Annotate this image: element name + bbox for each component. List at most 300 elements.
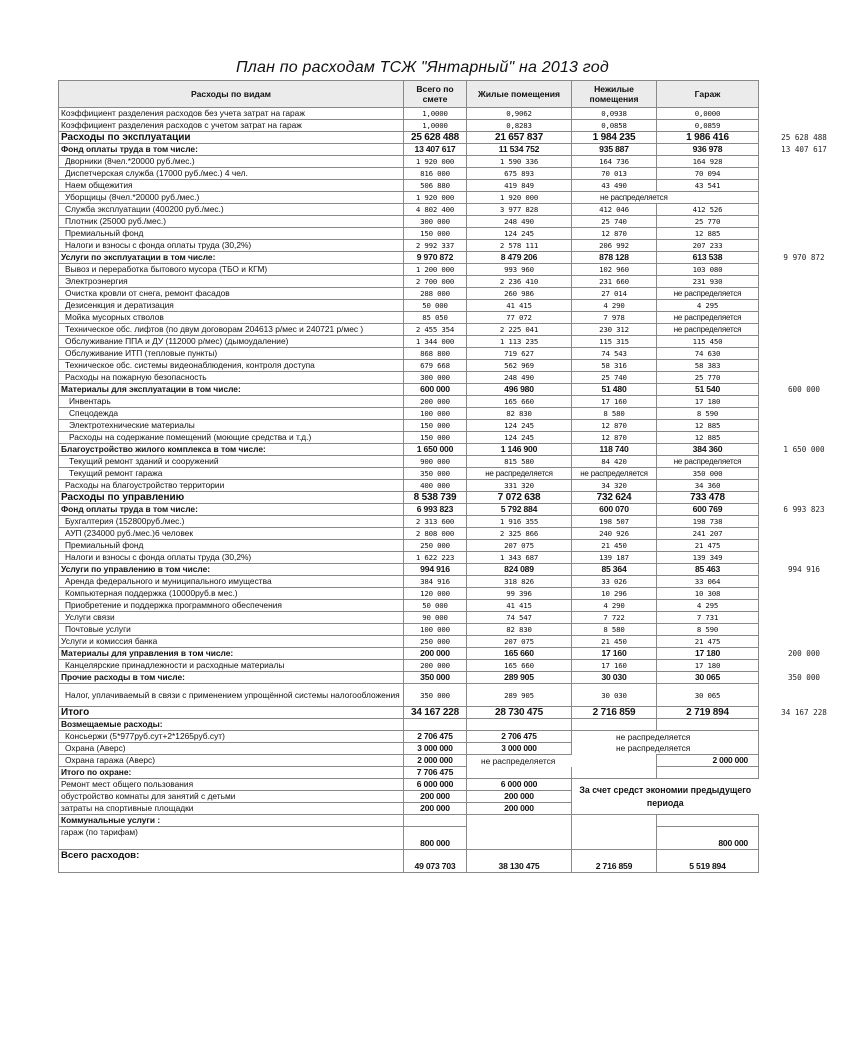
cell-living: 1 113 235 [467,336,572,348]
cell-garage: 51 540 [657,384,759,396]
cell-total: 100 000 [404,408,467,420]
table-row [59,264,759,276]
cell-total: 350 000 [404,672,467,684]
cell-total: 1,0000 [404,120,467,132]
cell-total: 250 000 [404,636,467,648]
cell-nonliving: 7 978 [572,312,657,324]
cell-total: 4 802 400 [404,204,467,216]
cell-nonliving: 115 315 [572,336,657,348]
cell-nonliving: 12 870 [572,432,657,444]
cell-total: 34 167 228 [404,707,467,719]
cell-garage: 2 000 000 [657,755,759,767]
table-row [59,516,759,528]
row-name: Спецодежда [59,408,404,420]
cell-garage: 600 769 [657,504,759,516]
cell-total: 150 000 [404,228,467,240]
cell-living: 2 706 475 [467,731,572,743]
cell-nonliving: 0,0938 [572,108,657,120]
concierge-row [59,731,759,743]
row-name: Премиальный фонд [59,540,404,552]
cell-living: 200 000 [467,791,572,803]
cell-nonliving: 8 580 [572,624,657,636]
row-name: Инвентарь [59,396,404,408]
cell-total: 90 000 [404,612,467,624]
row-name: Итого [59,707,404,719]
cell-nonliving: не распределяется [572,468,657,480]
row-name: АУП (234000 руб./мес.)6 человек [59,528,404,540]
cell-garage: 733 478 [657,492,759,504]
cell-total: 250 000 [404,540,467,552]
table-row [59,564,759,576]
table-row [59,408,759,420]
row-name: Фонд оплаты труда в том числе: [59,504,404,516]
cell-total: 200 000 [404,396,467,408]
cell-nonliving: 198 507 [572,516,657,528]
table-row [59,432,759,444]
cell-garage: 8 590 [657,408,759,420]
cell-garage: 33 064 [657,576,759,588]
reimb-header-row [59,719,759,731]
cell-total: 2 808 000 [404,528,467,540]
table-row [59,156,759,168]
table-row [59,144,759,156]
table-row [59,420,759,432]
cell-living: 0,8283 [467,120,572,132]
cell-garage: 1 986 416 [657,132,759,144]
cell-living: 77 072 [467,312,572,324]
cell-total: 1 622 223 [404,552,467,564]
cell-total: 2 313 600 [404,516,467,528]
table-row [59,612,759,624]
cell-nonliving: 17 160 [572,660,657,672]
cell-nonliving: 2 716 859 [572,850,657,873]
cell-nonliving: 4 290 [572,300,657,312]
cell-total: 6 000 000 [404,779,467,791]
cell-not-distributed: не распределяется [467,755,657,767]
cell-garage: не распределяется [657,288,759,300]
table-row [59,528,759,540]
cell-living: 1 916 355 [467,516,572,528]
cell-garage: 12 885 [657,432,759,444]
table-row [59,600,759,612]
cell-total: 800 000 [404,827,467,850]
cell-garage: не распределяется [657,456,759,468]
cell-total: 868 800 [404,348,467,360]
cell-living: 248 490 [467,216,572,228]
cell-living: 165 660 [467,396,572,408]
cell-nonliving: 10 296 [572,588,657,600]
table-row [59,276,759,288]
funding-note: За счет средст экономии предыдущего периода [572,779,759,815]
row-name: Консьержи (5*977руб.сут+2*1265руб.сут) [59,731,404,743]
cell-garage: 350 000 [657,468,759,480]
table-row [59,336,759,348]
cell-nonliving: 4 290 [572,600,657,612]
cell-garage: 30 065 [657,684,759,707]
table-row [59,660,759,672]
cell-garage: 58 383 [657,360,759,372]
table-row [59,108,759,120]
cell-garage: 241 207 [657,528,759,540]
cell-nonliving: 74 543 [572,348,657,360]
table-row [59,636,759,648]
row-name: Благоустройство жилого комплекса в том числе: [59,444,404,456]
row-name: Материалы для эксплуатации в том числе: [59,384,404,396]
cell-garage: 8 590 [657,624,759,636]
cell-nonliving: 85 364 [572,564,657,576]
cell-nonliving: 231 660 [572,276,657,288]
cell-living: 3 000 000 [467,743,572,755]
header-nonliving: Нежилые помещения [572,81,657,108]
cell-garage: 12 885 [657,420,759,432]
cell-living: 5 792 884 [467,504,572,516]
row-name: Электротехнические материалы [59,420,404,432]
cell-living: 2 236 410 [467,276,572,288]
cell-total: 49 073 703 [404,850,467,873]
cell-total: 150 000 [404,420,467,432]
header-name: Расходы по видам [59,81,404,108]
row-name: Услуги связи [59,612,404,624]
cell-nonliving: 17 160 [572,396,657,408]
cell-total: 50 000 [404,600,467,612]
cell-total: 288 000 [404,288,467,300]
row-name: Текущий ремонт гаража [59,468,404,480]
cell-garage: 34 360 [657,480,759,492]
table-row [59,384,759,396]
cell-total: 50 000 [404,300,467,312]
cell-living: 8 479 206 [467,252,572,264]
table-row [59,552,759,564]
cell-living: 82 830 [467,408,572,420]
cell-garage: 21 475 [657,636,759,648]
row-name: Бухгалтерия (152800руб./мес.) [59,516,404,528]
cell-total: 300 000 [404,216,467,228]
security-row [59,743,759,755]
cell-total: 6 993 823 [404,504,467,516]
row-name: Почтовые услуги [59,624,404,636]
row-name: Расходы на пожарную безопасность [59,372,404,384]
cell-nonliving: 30 030 [572,684,657,707]
cell-total: 1 920 000 [404,156,467,168]
cell-total: 2 455 354 [404,324,467,336]
row-name: Охрана гаража (Аверс) [59,755,404,767]
cell-nonliving: 240 926 [572,528,657,540]
side-note: 25 628 488 [781,132,827,142]
cell-living: 74 547 [467,612,572,624]
cell-nonliving: 7 722 [572,612,657,624]
row-name: Диспетчерская служба (17000 руб./мес.) 4 чел. [59,168,404,180]
cell-nonliving: 34 320 [572,480,657,492]
cell-nonliving: 27 014 [572,288,657,300]
cell-total: 25 628 488 [404,132,467,144]
row-name: Фонд оплаты труда в том числе: [59,144,404,156]
cell-living: 165 660 [467,660,572,672]
side-note: 9 970 872 [783,252,825,262]
expense-table [58,80,759,873]
cell-living: 38 130 475 [467,850,572,873]
cell-living: 200 000 [467,803,572,815]
table-row [59,707,759,719]
cell-nonliving: 139 187 [572,552,657,564]
row-name: Очистка кровли от снега, ремонт фасадов [59,288,404,300]
cell-total: 384 916 [404,576,467,588]
cell-living: 2 325 866 [467,528,572,540]
cell-total: 200 000 [404,803,467,815]
cell-nonliving: 21 450 [572,540,657,552]
cell-nonliving: 51 480 [572,384,657,396]
row-name: Канцелярские принадлежности и расходные материалы [59,660,404,672]
cell-total: 679 668 [404,360,467,372]
cell-nonliving: 230 312 [572,324,657,336]
table-row [59,684,759,707]
cell-nonliving: 25 740 [572,372,657,384]
table-row [59,480,759,492]
cell-garage: 12 885 [657,228,759,240]
table-row [59,204,759,216]
row-name: Расходы по управлению [59,492,404,504]
table-row [59,216,759,228]
utilities-header-row [59,815,759,827]
table-row [59,312,759,324]
cell-nonliving: 2 716 859 [572,707,657,719]
cell-living: 289 905 [467,684,572,707]
cell-total: 400 000 [404,480,467,492]
row-name: Мойка мусорных стволов [59,312,404,324]
cell-nonliving: 12 870 [572,228,657,240]
cell-living: 21 657 837 [467,132,572,144]
cell-total: 1 920 000 [404,192,467,204]
cell-total: 7 706 475 [404,767,467,779]
row-name: Услуги по эксплуатации в том числе: [59,252,404,264]
cell-total: 506 880 [404,180,467,192]
cell-total: 1 200 000 [404,264,467,276]
row-name: Аренда федерального и муниципального имущества [59,576,404,588]
cell-total: 1 650 000 [404,444,467,456]
cell-garage: 5 519 894 [657,850,759,873]
cell-nonliving: 878 128 [572,252,657,264]
row-name: Прочие расходы в том числе: [59,672,404,684]
table-row [59,168,759,180]
garage-security-row [59,755,759,767]
row-name: Вывоз и переработка бытового мусора (ТБО и КГМ) [59,264,404,276]
cell-living: 289 905 [467,672,572,684]
cell-garage: не распределяется [657,312,759,324]
side-note: 34 167 228 [781,707,827,717]
cell-garage: 115 450 [657,336,759,348]
page-title: План по расходам ТСЖ "Янтарный" на 2013 год [236,59,609,76]
cell-nonliving: 17 160 [572,648,657,660]
cell-living: 28 730 475 [467,707,572,719]
row-name: Плотник (25000 руб./мес.) [59,216,404,228]
cell-garage: 139 349 [657,552,759,564]
cell-living: 562 969 [467,360,572,372]
row-name: Приобретение и поддержка программного обеспечения [59,600,404,612]
row-name: Услуги и комиссия банка [59,636,404,648]
cell-living: 165 660 [467,648,572,660]
cell-garage: 0,0000 [657,108,759,120]
cell-nonliving: 1 984 235 [572,132,657,144]
cell-garage: 17 180 [657,660,759,672]
row-name: Налог, уплачиваемый в связи с применением упрощённой системы налогообложения [59,684,404,707]
cell-garage: 613 538 [657,252,759,264]
cell-nonliving: 206 992 [572,240,657,252]
cell-living: не распределяется [467,468,572,480]
table-row [59,624,759,636]
cell-total: 300 000 [404,372,467,384]
row-name: обустройство комнаты для занятий с детьми [59,791,404,803]
cell-living: 815 580 [467,456,572,468]
cell-living: 0,9062 [467,108,572,120]
row-name: Обслуживание ППА и ДУ (112000 р/мес) (дымоудаление) [59,336,404,348]
cell-nonliving: 43 490 [572,180,657,192]
cell-living: 124 245 [467,432,572,444]
cell-garage: не распределяется [657,324,759,336]
table-row [59,492,759,504]
cell-garage: 70 094 [657,168,759,180]
cell-total: 2 000 000 [404,755,467,767]
side-note: 350 000 [787,672,820,682]
cell-total: 2 700 000 [404,276,467,288]
row-name: гараж (по тарифам) [59,827,404,850]
table-row [59,468,759,480]
expense-table-container [58,80,759,873]
cell-garage: 412 526 [657,204,759,216]
row-name: Компьютерная поддержка (10000руб.в мес.) [59,588,404,600]
side-note: 600 000 [787,384,820,394]
cell-total: 900 000 [404,456,467,468]
cell-garage: 384 360 [657,444,759,456]
cell-total: 994 916 [404,564,467,576]
cell-garage: 7 731 [657,612,759,624]
cell-living: 993 960 [467,264,572,276]
cell-nonliving: 70 013 [572,168,657,180]
cell-living: 1 920 000 [467,192,572,204]
cell-living: 6 000 000 [467,779,572,791]
row-name: Коэффициент разделения расходов без учета затрат на гараж [59,108,404,120]
cell-garage: 10 308 [657,588,759,600]
cell-living: 675 893 [467,168,572,180]
table-row [59,396,759,408]
table-row [59,672,759,684]
repair-row [59,779,759,791]
row-name: Текущий ремонт зданий и сооружений [59,456,404,468]
cell-living: 824 089 [467,564,572,576]
row-name: Коэффициент разделения расходов с учетом затрат на гараж [59,120,404,132]
cell-total: 350 000 [404,468,467,480]
cell-living: 41 415 [467,600,572,612]
cell-total: 13 407 617 [404,144,467,156]
row-name: Налоги и взносы с фонда оплаты труда (30,2%) [59,552,404,564]
table-row [59,228,759,240]
cell-garage: 21 475 [657,540,759,552]
header-garage: Гараж [657,81,759,108]
cell-garage: 30 065 [657,672,759,684]
cell-living: 331 320 [467,480,572,492]
row-name: Охрана (Аверс) [59,743,404,755]
cell-nonliving: 21 450 [572,636,657,648]
table-row [59,192,759,204]
cell-garage: 164 928 [657,156,759,168]
cell-nonliving: 600 070 [572,504,657,516]
side-note: 1 650 000 [783,444,825,454]
side-note: 200 000 [787,648,820,658]
cell-nonliving: 12 870 [572,420,657,432]
cell-living: 1 343 687 [467,552,572,564]
row-name: Обслуживание ИТП (тепловые пункты) [59,348,404,360]
cell-total: 3 000 000 [404,743,467,755]
table-row [59,120,759,132]
table-row [59,324,759,336]
cell-living: 2 225 041 [467,324,572,336]
cell-living: 419 849 [467,180,572,192]
table-row [59,588,759,600]
cell-living: 11 534 752 [467,144,572,156]
row-name: Наем общежития [59,180,404,192]
grand-total-row [59,850,759,873]
row-name: Расходы на содержание помещений (моющие средства и т.д.) [59,432,404,444]
cell-not-distributed: не распределяется [572,743,759,755]
cell-garage: 231 930 [657,276,759,288]
cell-nonliving: 164 736 [572,156,657,168]
cell-total: 200 000 [404,791,467,803]
cell-nonliving: 25 740 [572,216,657,228]
row-name: Услуги по управлению в том числе: [59,564,404,576]
cell-nonliving: 412 046 [572,204,657,216]
row-name: Расходы по эксплуатации [59,132,404,144]
table-row [59,540,759,552]
cell-living: 496 980 [467,384,572,396]
cell-garage: 43 541 [657,180,759,192]
cell-garage: 17 180 [657,648,759,660]
row-name: Материалы для управления в том числе: [59,648,404,660]
cell-nonliving: 118 740 [572,444,657,456]
cell-living: 124 245 [467,228,572,240]
cell-living: 207 075 [467,636,572,648]
cell-total: 200 000 [404,648,467,660]
side-note: 6 993 823 [783,504,825,514]
row-name: Служба эксплуатации (400200 руб./мес.) [59,204,404,216]
cell-living: 41 415 [467,300,572,312]
cell-nonliving: 84 420 [572,456,657,468]
row-name: Налоги и взносы с фонда оплаты труда (30,2%) [59,240,404,252]
cell-living: 82 830 [467,624,572,636]
security-total-row [59,767,759,779]
cell-garage: 85 463 [657,564,759,576]
cell-total: 816 000 [404,168,467,180]
cell-total: 9 970 872 [404,252,467,264]
cell-not-distributed: не распределяется [572,731,759,743]
cell-nonliving: 8 580 [572,408,657,420]
cell-total: 8 538 739 [404,492,467,504]
cell-garage: 198 738 [657,516,759,528]
table-row [59,252,759,264]
side-note: 994 916 [787,564,820,574]
garage-tariff-row [59,827,759,850]
cell-living: 7 072 638 [467,492,572,504]
cell-garage: 103 080 [657,264,759,276]
cell-nonliving: 935 887 [572,144,657,156]
cell-garage: 25 770 [657,216,759,228]
cell-garage: 936 978 [657,144,759,156]
table-row [59,576,759,588]
row-name: Дезисенкция и дератизация [59,300,404,312]
table-row [59,288,759,300]
table-row [59,180,759,192]
table-row [59,456,759,468]
cell-nonliving: 0,0858 [572,120,657,132]
cell-total: 150 000 [404,432,467,444]
cell-total: 200 000 [404,660,467,672]
